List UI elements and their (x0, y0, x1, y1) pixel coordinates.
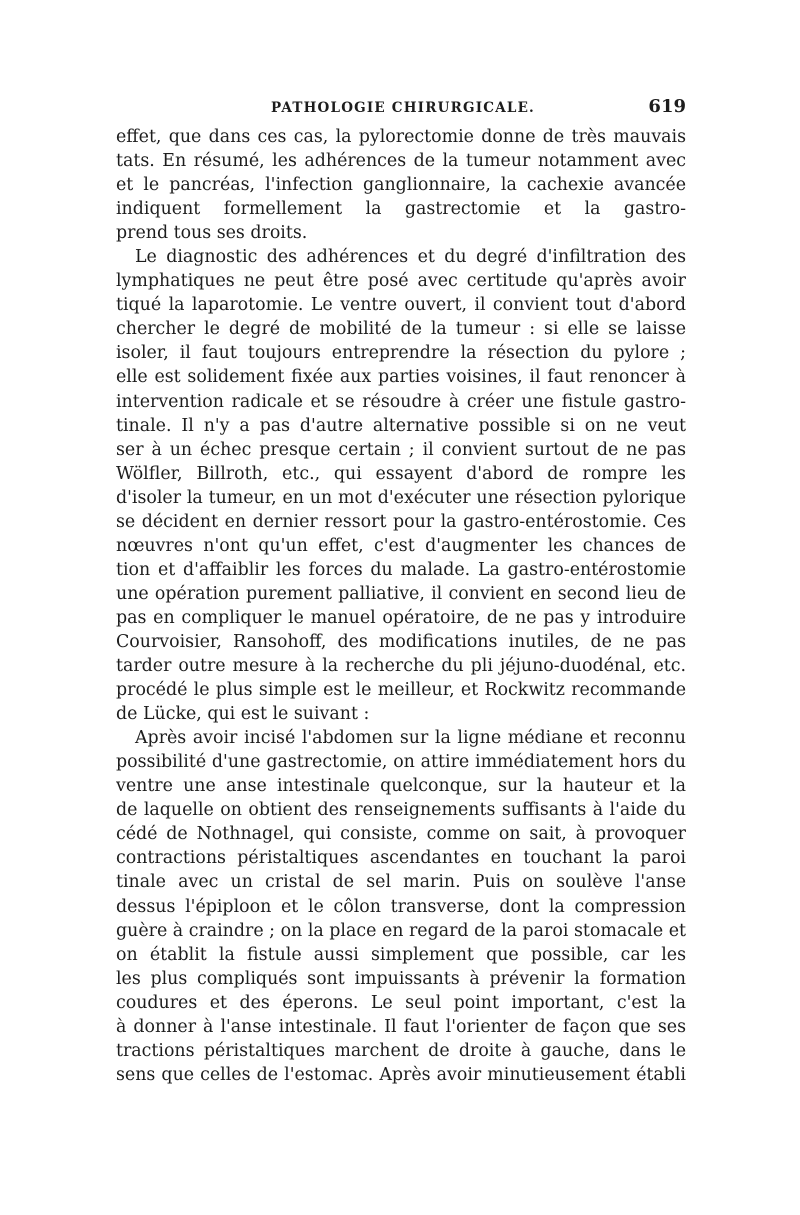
text-line: de laquelle on obtient des renseignements suffisants à l'aide du (116, 800, 686, 821)
page-number: 619 (648, 96, 686, 117)
text-line: et le pancréas, l'infection ganglionnaire, la cachexie avancée (116, 175, 686, 196)
running-title: PATHOLOGIE CHIRURGICALE. (271, 100, 535, 116)
text-line: une opération purement palliative, il convient en second lieu de (116, 583, 686, 604)
text-line: contractions péristaltiques ascendantes en touchant la paroi (116, 848, 686, 869)
text-line: se décident en dernier ressort pour la gastro-entérostomie. Ces (116, 511, 686, 532)
text-line: tion et d'affaiblir les forces du malade. La gastro-entérostomie (116, 559, 686, 580)
paragraph-start-line: Le diagnostic des adhérences et du degré d'infiltration des (135, 247, 686, 268)
text-line: elle est solidement fixée aux parties voisines, il faut renoncer à (116, 367, 686, 388)
text-line: coudures et des éperons. Le seul point important, c'est la (116, 992, 686, 1013)
text-line: de Lücke, qui est le suivant : (116, 704, 370, 725)
page-header (120, 96, 686, 124)
text-line: tinale. Il n'y a pas d'autre alternative possible si on ne veut (116, 415, 686, 436)
text-line: possibilité d'une gastrectomie, on attire immédiatement hors du (116, 752, 686, 773)
text-line: pas en compliquer le manuel opératoire, de ne pas y introduire (116, 607, 686, 628)
text-line: chercher le degré de mobilité de la tumeur : si elle se laisse (116, 319, 686, 340)
text-line: d'isoler la tumeur, en un mot d'exécuter une résection pylorique (116, 487, 686, 508)
text-line: indiquent formellement la gastrectomie et la gastro- (116, 199, 686, 220)
text-line: tarder outre mesure à la recherche du pli jéjuno-duodénal, etc. (116, 656, 686, 677)
text-line: Wölfler, Billroth, etc., qui essayent d'abord de rompre les (116, 463, 686, 484)
text-line: prend tous ses droits. (116, 223, 308, 244)
text-line: on établit la fistule aussi simplement que possible, car les (116, 944, 686, 965)
text-line: tractions péristaltiques marchent de droite à gauche, dans le (116, 1040, 686, 1061)
text-line: tats. En résumé, les adhérences de la tumeur notamment avec (116, 151, 686, 172)
text-line: ser à un échec presque certain ; il convient surtout de ne pas (116, 439, 686, 460)
text-line: sens que celles de l'estomac. Après avoir minutieusement établi (116, 1064, 686, 1085)
text-line: les plus compliqués sont impuissants à prévenir la formation (116, 968, 686, 989)
text-line: nœuvres n'ont qu'un effet, c'est d'augmenter les chances de (116, 535, 686, 556)
text-line: guère à craindre ; on la place en regard de la paroi stomacale et (116, 920, 686, 941)
text-line: procédé le plus simple est le meilleur, et Rockwitz recommande (116, 680, 686, 701)
body-text (116, 125, 686, 1087)
text-line: intervention radicale et se résoudre à créer une fistule gastro- (116, 391, 686, 412)
text-line: dessus l'épiploon et le côlon transverse, dont la compression (116, 896, 686, 917)
text-line: isoler, il faut toujours entreprendre la résection du pylore ; (116, 343, 686, 364)
paragraph-start-line: Après avoir incisé l'abdomen sur la ligne médiane et reconnu (135, 728, 686, 749)
text-line: tinale avec un cristal de sel marin. Puis on soulève l'anse (116, 872, 686, 893)
text-line: cédé de Nothnagel, qui consiste, comme on sait, à provoquer (116, 824, 686, 845)
text-line: Courvoisier, Ransohoff, des modifications inutiles, de ne pas (116, 631, 686, 652)
text-line: ventre une anse intestinale quelconque, sur la hauteur et la (116, 776, 686, 797)
text-line: lymphatiques ne peut être posé avec certitude qu'après avoir (116, 271, 686, 292)
text-line: tiqué la laparotomie. Le ventre ouvert, il convient tout d'abord (116, 295, 686, 316)
text-line: à donner à l'anse intestinale. Il faut l'orienter de façon que ses (116, 1016, 686, 1037)
text-line: effet, que dans ces cas, la pylorectomie donne de très mauvais (116, 127, 686, 147)
